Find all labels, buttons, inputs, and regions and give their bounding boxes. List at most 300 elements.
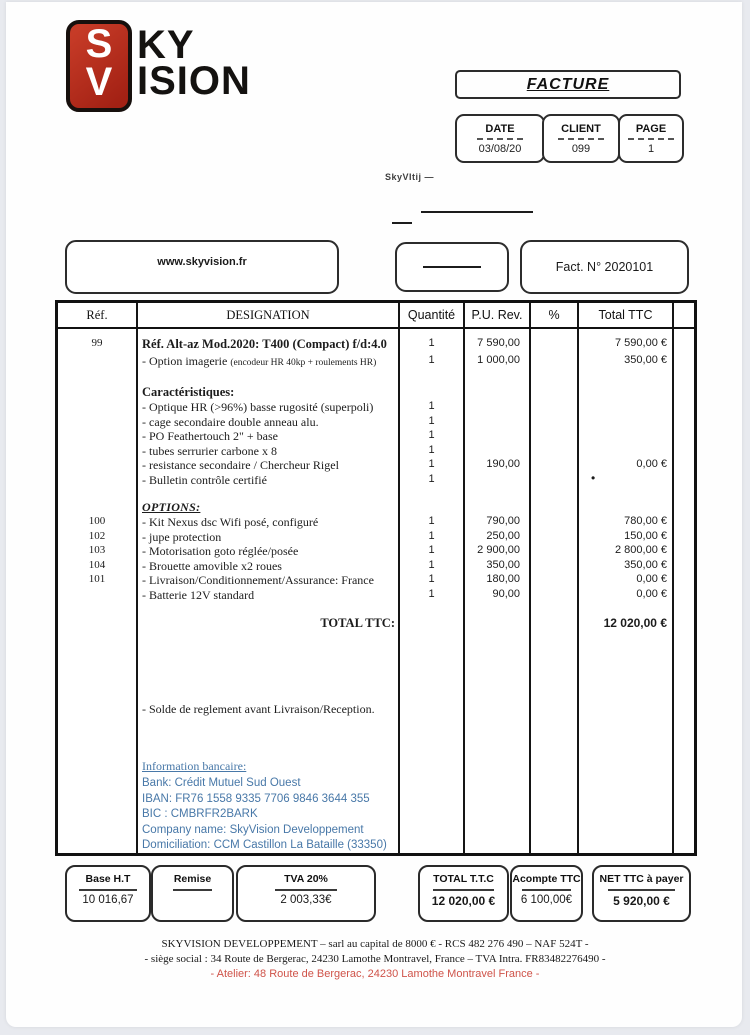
page-label: PAGE (635, 122, 667, 135)
cell-total (579, 632, 674, 702)
website-box (65, 240, 339, 294)
designation-text: OPTIONS: (142, 500, 201, 514)
cell-qty (400, 500, 465, 515)
table-body (58, 329, 694, 853)
table-spacer-row (58, 632, 694, 702)
cell-total (579, 853, 674, 854)
cell-qty (400, 329, 465, 337)
cell-desc (138, 515, 400, 530)
cell-desc (138, 354, 400, 369)
dashed-divider (477, 138, 523, 140)
cell-desc (138, 791, 400, 807)
invoice-number: Fact. N° 2020101 (555, 260, 654, 274)
cell-desc (138, 429, 400, 444)
header-designation: DESIGNATION (138, 303, 400, 327)
cell-pct (531, 337, 579, 354)
cell-qty: 1 (400, 473, 465, 488)
table-row (58, 573, 694, 588)
cell-pct (531, 329, 579, 337)
cell-pu: 790,00 (465, 515, 531, 530)
cell-pct (531, 853, 579, 854)
cell-extra (674, 853, 694, 854)
cell-qty: 1 (400, 515, 465, 530)
cell-desc (138, 415, 400, 430)
cell-extra (674, 329, 694, 337)
table-row (58, 616, 694, 632)
table-row (58, 470, 694, 488)
cell-pct (531, 775, 579, 791)
designation-text: Domiciliation: CCM Castillon La Bataille (33350) (142, 839, 387, 851)
summary-label: Acompte TTC (512, 873, 581, 885)
summary-divider (522, 889, 570, 891)
designation-text: Information bancaire: (142, 759, 247, 773)
cell-desc (138, 837, 400, 853)
cell-extra (674, 837, 694, 853)
cell-pct (531, 602, 579, 616)
designation-text: - Batterie 12V standard (142, 587, 255, 602)
cell-total: • (579, 473, 674, 488)
cell-pu (465, 837, 531, 853)
summary-label: NET TTC à payer (599, 873, 684, 885)
cell-ref (58, 775, 138, 791)
summary-value: 2 003,33€ (280, 894, 332, 906)
cell-qty (400, 759, 465, 775)
summary-divider (608, 889, 675, 891)
cell-extra (674, 632, 694, 702)
header-extra (674, 303, 694, 327)
cell-total (579, 329, 674, 337)
website-url: www.skyvision.fr (157, 256, 247, 268)
cell-total (579, 791, 674, 807)
page-value: 1 (647, 142, 655, 155)
cell-qty (400, 853, 465, 854)
cell-pu (465, 329, 531, 337)
cell-extra (674, 573, 694, 588)
cell-pct (531, 444, 579, 459)
cell-ref (58, 369, 138, 385)
cell-pu (465, 415, 531, 430)
cell-ref (58, 487, 138, 500)
cell-extra (674, 369, 694, 385)
cell-ref: 102 (58, 530, 138, 545)
date-value: 03/08/20 (478, 142, 522, 155)
cell-pu (465, 444, 531, 459)
cell-desc (138, 632, 400, 702)
cell-desc (138, 717, 400, 759)
designation-text: Company name: SkyVision Developpement (142, 823, 364, 836)
table-row (58, 500, 694, 515)
cell-ref (58, 702, 138, 717)
cell-total (579, 837, 674, 853)
table-row (58, 791, 694, 807)
cell-pct (531, 458, 579, 473)
cell-extra (674, 717, 694, 759)
cell-qty: 1 (400, 354, 465, 369)
table-row (58, 759, 694, 775)
facture-title: FACTURE (526, 75, 610, 93)
dashed-divider (558, 138, 604, 140)
cell-desc (138, 473, 400, 488)
table-row (58, 444, 694, 459)
cell-extra (674, 415, 694, 430)
cell-pu (465, 473, 531, 488)
cell-pct (531, 632, 579, 702)
cell-pct (531, 354, 579, 369)
page-box (618, 114, 684, 163)
cell-desc (138, 530, 400, 545)
footer-atelier-line: - Atelier: 48 Route de Bergerac, 24230 Lamothe Montravel France - (210, 968, 540, 980)
designation-text: - cage secondaire double anneau alu. (142, 414, 319, 429)
footer-company-line: SKYVISION DEVELOPPEMENT – sarl au capital de 8000 € - RCS 482 276 490 – NAF 524T - (161, 938, 589, 950)
table-row (58, 530, 694, 545)
cell-extra (674, 500, 694, 515)
date-box (455, 114, 545, 163)
logo-letter-s: S (85, 22, 113, 66)
cell-total (579, 385, 674, 400)
cell-desc (138, 616, 400, 632)
table-row (58, 806, 694, 822)
designation-text: IBAN: FR76 1558 9335 7706 9846 3644 355 (142, 792, 370, 805)
header-ref: Réf. (58, 303, 138, 327)
cell-extra (674, 337, 694, 354)
cell-ref (58, 791, 138, 807)
cell-qty (400, 616, 465, 632)
cell-pu (465, 806, 531, 822)
facture-title-box (455, 70, 681, 99)
cell-pu (465, 400, 531, 415)
table-row (58, 458, 694, 473)
table-row (58, 429, 694, 444)
skyvision-logo-badge (66, 20, 132, 112)
signature-line (421, 211, 533, 213)
cell-extra (674, 702, 694, 717)
cell-pu: 7 590,00 (465, 337, 531, 354)
designation-text: - Brouette amovible x2 roues (142, 558, 282, 573)
cell-desc (138, 444, 400, 459)
cell-desc (138, 544, 400, 559)
cell-total: 780,00 € (579, 515, 674, 530)
summary-acompte (510, 865, 583, 922)
logo-text-ky: KY (137, 23, 195, 67)
cell-desc (138, 329, 400, 337)
cell-desc (138, 573, 400, 588)
table-spacer-row (58, 329, 694, 337)
cell-total (579, 775, 674, 791)
blank-line (423, 266, 481, 268)
table-row (58, 415, 694, 430)
summary-value: 6 100,00€ (520, 894, 573, 906)
cell-pu: 2 900,00 (465, 544, 531, 559)
cell-qty (400, 822, 465, 838)
cell-desc (138, 775, 400, 791)
cell-ref (58, 444, 138, 459)
cell-total: 0,00 € (579, 588, 674, 603)
table-spacer-row (58, 853, 694, 854)
cell-total: 12 020,00 € (579, 616, 674, 632)
cell-qty (400, 775, 465, 791)
cell-pct (531, 588, 579, 603)
cell-qty (400, 632, 465, 702)
cell-desc (138, 822, 400, 838)
invoice-page (6, 2, 742, 1027)
table-header-row (58, 303, 694, 329)
summary-tva (236, 865, 376, 922)
cell-extra (674, 400, 694, 415)
table-row (58, 354, 694, 369)
cell-total: 0,00 € (579, 458, 674, 473)
cell-extra (674, 588, 694, 603)
cell-pct (531, 473, 579, 488)
cell-qty: 1 (400, 544, 465, 559)
cell-extra (674, 515, 694, 530)
cell-pu: 180,00 (465, 573, 531, 588)
logo-text-ision: ISION (137, 59, 251, 103)
cell-desc (138, 458, 400, 473)
cell-qty (400, 385, 465, 400)
cell-pu (465, 775, 531, 791)
table-row (58, 588, 694, 603)
cell-total (579, 759, 674, 775)
invoice-table (55, 300, 697, 856)
cell-ref (58, 837, 138, 853)
cell-pct (531, 717, 579, 759)
cell-qty (400, 369, 465, 385)
table-spacer-row (58, 602, 694, 616)
designation-text: - Kit Nexus dsc Wifi posé, configuré (142, 515, 319, 529)
cell-pct (531, 837, 579, 853)
cell-ref (58, 429, 138, 444)
cell-pct (531, 385, 579, 400)
cell-pct (531, 400, 579, 415)
cell-total (579, 717, 674, 759)
designation-detail-text: (encodeur HR 40kp + roulements HR) (230, 358, 377, 368)
header-percent: % (531, 303, 579, 327)
designation-text: - Bulletin contrôle certifié (142, 472, 267, 487)
cell-pu (465, 791, 531, 807)
summary-label: Remise (173, 873, 212, 885)
cell-qty: 1 (400, 444, 465, 459)
cell-total (579, 487, 674, 500)
cell-ref (58, 329, 138, 337)
cell-ref (58, 759, 138, 775)
cell-pu (465, 602, 531, 616)
cell-ref: 100 (58, 515, 138, 530)
dashed-divider (628, 138, 674, 140)
cell-extra (674, 530, 694, 545)
cell-pu: 90,00 (465, 588, 531, 603)
cell-ref (58, 806, 138, 822)
summary-value: 12 020,00 € (431, 894, 496, 908)
cell-pct (531, 806, 579, 822)
cell-total (579, 702, 674, 717)
cell-pu (465, 385, 531, 400)
cell-desc (138, 385, 400, 400)
cell-pu (465, 759, 531, 775)
cell-qty (400, 806, 465, 822)
summary-divider (79, 889, 136, 891)
designation-text: - Motorisation goto réglée/posée (142, 544, 299, 558)
cell-pu (465, 616, 531, 632)
cell-qty: 1 (400, 415, 465, 430)
designation-text: - Solde de reglement avant Livraison/Reception. (142, 702, 375, 716)
summary-divider (433, 889, 494, 891)
cell-qty: 1 (400, 588, 465, 603)
cell-desc (138, 853, 400, 854)
cell-qty: 1 (400, 400, 465, 415)
cell-pu (465, 429, 531, 444)
cell-extra (674, 473, 694, 488)
cell-pct (531, 530, 579, 545)
designation-text: BIC : CMBRFR2BARK (142, 808, 258, 820)
cell-desc (138, 400, 400, 415)
cell-ref (58, 473, 138, 488)
cell-pu (465, 500, 531, 515)
designation-text: - jupe protection (142, 529, 222, 544)
cell-ref (58, 822, 138, 838)
cell-qty (400, 602, 465, 616)
cell-desc (138, 369, 400, 385)
cell-total (579, 415, 674, 430)
cell-pct (531, 429, 579, 444)
cell-total (579, 500, 674, 515)
cell-qty: 1 (400, 573, 465, 588)
cell-extra (674, 806, 694, 822)
table-spacer-row (58, 487, 694, 500)
cell-extra (674, 385, 694, 400)
table-row (58, 515, 694, 530)
cell-ref (58, 500, 138, 515)
cell-pct (531, 822, 579, 838)
cell-pu (465, 702, 531, 717)
cell-pu: 350,00 (465, 559, 531, 574)
cell-extra (674, 458, 694, 473)
summary-net-a-payer (592, 865, 691, 922)
cell-ref: 101 (58, 573, 138, 588)
cell-pct (531, 415, 579, 430)
cell-extra (674, 429, 694, 444)
table-row (58, 544, 694, 559)
table-row (58, 337, 694, 354)
cell-desc (138, 500, 400, 515)
cell-desc (138, 759, 400, 775)
table-row (58, 385, 694, 400)
cell-extra (674, 759, 694, 775)
cell-pu: 1 000,00 (465, 354, 531, 369)
cell-qty: 1 (400, 559, 465, 574)
cell-pu: 190,00 (465, 458, 531, 473)
designation-text: - tubes serrurier carbone x 8 (142, 443, 277, 458)
cell-total (579, 400, 674, 415)
header-total-ttc: Total TTC (579, 303, 674, 327)
designation-text: - Livraison/Conditionnement/Assurance: France (142, 573, 374, 587)
date-label: DATE (485, 122, 515, 135)
cell-total (579, 444, 674, 459)
cell-pct (531, 500, 579, 515)
cell-pct (531, 559, 579, 574)
signature-line-short (392, 222, 412, 224)
summary-remise (151, 865, 234, 922)
cell-total: 7 590,00 € (579, 337, 674, 354)
cell-desc (138, 487, 400, 500)
cell-extra (674, 544, 694, 559)
cell-total (579, 602, 674, 616)
cell-pu (465, 487, 531, 500)
cell-qty (400, 837, 465, 853)
cell-ref (58, 853, 138, 854)
designation-text: - resistance secondaire / Chercheur Rigel (142, 458, 339, 472)
cell-total: 2 800,00 € (579, 544, 674, 559)
cell-ref: 104 (58, 559, 138, 574)
cell-desc (138, 337, 400, 354)
cell-qty (400, 702, 465, 717)
cell-pct (531, 369, 579, 385)
table-row (58, 822, 694, 838)
invoice-number-box (520, 240, 689, 294)
cell-qty (400, 717, 465, 759)
cell-extra (674, 444, 694, 459)
cell-extra (674, 559, 694, 574)
cell-ref (58, 602, 138, 616)
cell-extra (674, 775, 694, 791)
table-spacer-row (58, 369, 694, 385)
cell-desc (138, 588, 400, 603)
cell-pct (531, 702, 579, 717)
cell-ref: 103 (58, 544, 138, 559)
cell-ref: 99 (58, 337, 138, 354)
summary-value: 10 016,67 (82, 894, 134, 906)
summary-label: TVA 20% (284, 873, 328, 885)
cell-qty: 1 (400, 429, 465, 444)
cell-ref (58, 632, 138, 702)
cell-desc (138, 602, 400, 616)
cell-desc (138, 806, 400, 822)
cell-ref (58, 616, 138, 632)
cell-ref (58, 458, 138, 473)
cell-qty (400, 791, 465, 807)
designation-text: Réf. Alt-az Mod.2020: T400 (Compact) f/d:4.0 (142, 337, 387, 351)
cell-pct (531, 515, 579, 530)
cell-pu (465, 632, 531, 702)
cell-desc (138, 559, 400, 574)
client-box (542, 114, 620, 163)
cell-pu: 250,00 (465, 530, 531, 545)
cell-qty: 1 (400, 337, 465, 354)
cell-extra (674, 616, 694, 632)
cell-total (579, 822, 674, 838)
cell-pu (465, 717, 531, 759)
footer-siege-line: - siège social : 34 Route de Bergerac, 24230 Lamothe Montravel, France – TVA Intra. FR83482276490 - (144, 953, 606, 965)
summary-value: 5 920,00 € (613, 894, 670, 908)
cell-total (579, 429, 674, 444)
summary-divider (173, 889, 213, 891)
designation-text: - Option imagerie (142, 354, 231, 368)
stamp-text: SkyVItij — (385, 172, 435, 182)
designation-text: Bank: Crédit Mutuel Sud Ouest (142, 777, 301, 789)
table-row (58, 400, 694, 415)
designation-text: - Optique HR (>96%) basse rugosité (superpoli) (142, 400, 374, 414)
cell-pct (531, 759, 579, 775)
cell-ref (58, 400, 138, 415)
cell-ref (58, 415, 138, 430)
cell-qty (400, 487, 465, 500)
cell-pu (465, 822, 531, 838)
table-row (58, 775, 694, 791)
designation-text: TOTAL TTC: (320, 616, 395, 630)
cell-pct (531, 573, 579, 588)
logo-letter-v: V (85, 60, 113, 104)
cell-desc (138, 702, 400, 717)
cell-ref (58, 717, 138, 759)
